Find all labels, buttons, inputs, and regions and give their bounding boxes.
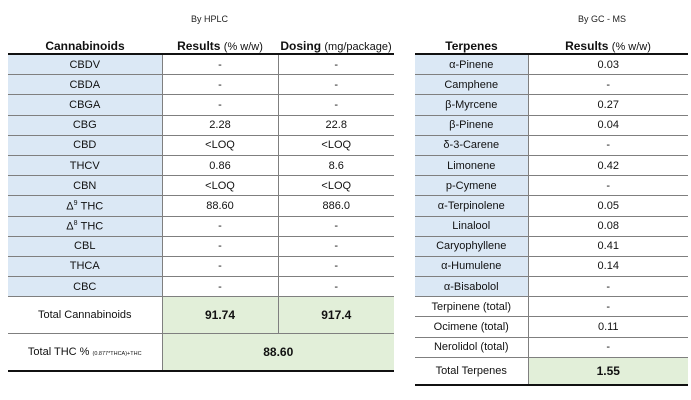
terpene-name: β-Myrcene (415, 95, 528, 115)
terpene-name: α-Terpinolene (415, 196, 528, 216)
table-row (8, 277, 394, 297)
terpene-result: - (528, 135, 688, 155)
cannabinoid-name: THCV (8, 155, 162, 175)
table-row (415, 196, 688, 216)
table-row (8, 155, 394, 175)
terpene-name: Limonene (415, 155, 528, 175)
table-row (415, 317, 688, 337)
result-value: 88.60 (162, 196, 278, 216)
result-value: - (162, 75, 278, 95)
total-terpenes-value: 1.55 (528, 357, 688, 385)
cannabinoid-name: THCA (8, 256, 162, 276)
result-value: - (162, 256, 278, 276)
cannabinoid-name: CBGA (8, 95, 162, 115)
total-terpenes-label: Total Terpenes (415, 357, 528, 385)
table-row (415, 337, 688, 357)
cannabinoid-name: CBDV (8, 54, 162, 75)
dosing-value: 8.6 (278, 155, 394, 175)
table-row (8, 95, 394, 115)
table-row (8, 236, 394, 256)
total-cannabinoids-row (8, 297, 394, 334)
cannabinoids-table (8, 34, 394, 372)
total-cannabinoids-label: Total Cannabinoids (8, 297, 162, 334)
cannabinoid-name: CBN (8, 176, 162, 196)
table-row (415, 176, 688, 196)
result-value: - (162, 236, 278, 256)
cannabinoid-name: CBC (8, 277, 162, 297)
terpene-result: - (528, 75, 688, 95)
terpene-result: 0.04 (528, 115, 688, 135)
total-thc-row (8, 334, 394, 372)
table-row (415, 54, 688, 75)
terpene-name: β-Pinene (415, 115, 528, 135)
result-value: <LOQ (162, 176, 278, 196)
cannabinoid-name: CBL (8, 236, 162, 256)
table-row (415, 277, 688, 297)
cannabinoid-name: CBD (8, 135, 162, 155)
terpene-name: α-Pinene (415, 54, 528, 75)
cannabinoid-name: CBDA (8, 75, 162, 95)
result-value: - (162, 277, 278, 297)
total-thc-label: Total THC % (0.877*THCA)+THC (8, 334, 162, 372)
table-row (8, 135, 394, 155)
table-row (415, 216, 688, 236)
table-row (8, 75, 394, 95)
terpene-result: - (528, 176, 688, 196)
terpene-result: 0.14 (528, 256, 688, 276)
table-row (415, 236, 688, 256)
result-value: 0.86 (162, 155, 278, 175)
cannabinoid-name: CBG (8, 115, 162, 135)
table-row (8, 256, 394, 276)
table-row (415, 75, 688, 95)
table-row (8, 176, 394, 196)
dosing-value: - (278, 54, 394, 75)
table-row (415, 297, 688, 317)
terpene-name: Linalool (415, 216, 528, 236)
table-row (8, 196, 394, 216)
terpene-result: 0.03 (528, 54, 688, 75)
table-row (415, 155, 688, 175)
dosing-value: <LOQ (278, 135, 394, 155)
cannabinoids-header: Cannabinoids (8, 34, 162, 54)
result-value: - (162, 54, 278, 75)
dosing-header: Dosing (mg/package) (278, 34, 394, 54)
terpene-name: Terpinene (total) (415, 297, 528, 317)
terpene-result: 0.11 (528, 317, 688, 337)
terpene-name: δ-3-Carene (415, 135, 528, 155)
hplc-method-label: By HPLC (191, 14, 229, 24)
result-value: - (162, 216, 278, 236)
dosing-value: - (278, 95, 394, 115)
terpene-result: - (528, 297, 688, 317)
dosing-value: 886.0 (278, 196, 394, 216)
table-row (415, 256, 688, 276)
dosing-value: - (278, 277, 394, 297)
table-row (415, 115, 688, 135)
terpenes-header: Terpenes (415, 34, 528, 54)
table-row (415, 95, 688, 115)
terpene-result: - (528, 337, 688, 357)
terpene-name: Caryophyllene (415, 236, 528, 256)
result-value: 2.28 (162, 115, 278, 135)
terpene-result: 0.27 (528, 95, 688, 115)
terpenes-table (415, 34, 688, 386)
dosing-value: - (278, 216, 394, 236)
dosing-value: <LOQ (278, 176, 394, 196)
results-header: Results (% w/w) (162, 34, 278, 54)
terpene-result: 0.42 (528, 155, 688, 175)
table-row (8, 54, 394, 75)
total-thc-value: 88.60 (162, 334, 394, 372)
cannabinoid-name: $\Delta^8$ THC (8, 216, 162, 236)
table-row (8, 216, 394, 236)
total-cannabinoids-dosing: 917.4 (278, 297, 394, 334)
terpene-result: 0.08 (528, 216, 688, 236)
terpene-name: Nerolidol (total) (415, 337, 528, 357)
terpene-name: α-Humulene (415, 256, 528, 276)
result-value: - (162, 95, 278, 115)
gcms-method-label: By GC - MS (578, 14, 627, 24)
terpene-name: p-Cymene (415, 176, 528, 196)
result-value: <LOQ (162, 135, 278, 155)
dosing-value: - (278, 256, 394, 276)
dosing-value: - (278, 236, 394, 256)
dosing-value: 22.8 (278, 115, 394, 135)
cannabinoid-name: $\Delta^9$ THC (8, 196, 162, 216)
dosing-value: - (278, 75, 394, 95)
total-cannabinoids-result: 91.74 (162, 297, 278, 334)
terpene-name: α-Bisabolol (415, 277, 528, 297)
terpene-name: Ocimene (total) (415, 317, 528, 337)
terpene-results-header: Results (% w/w) (528, 34, 688, 54)
terpene-name: Camphene (415, 75, 528, 95)
terpene-result: 0.05 (528, 196, 688, 216)
table-row (415, 135, 688, 155)
total-terpenes-row (415, 357, 688, 385)
terpene-result: 0.41 (528, 236, 688, 256)
table-row (8, 115, 394, 135)
terpene-result: - (528, 277, 688, 297)
